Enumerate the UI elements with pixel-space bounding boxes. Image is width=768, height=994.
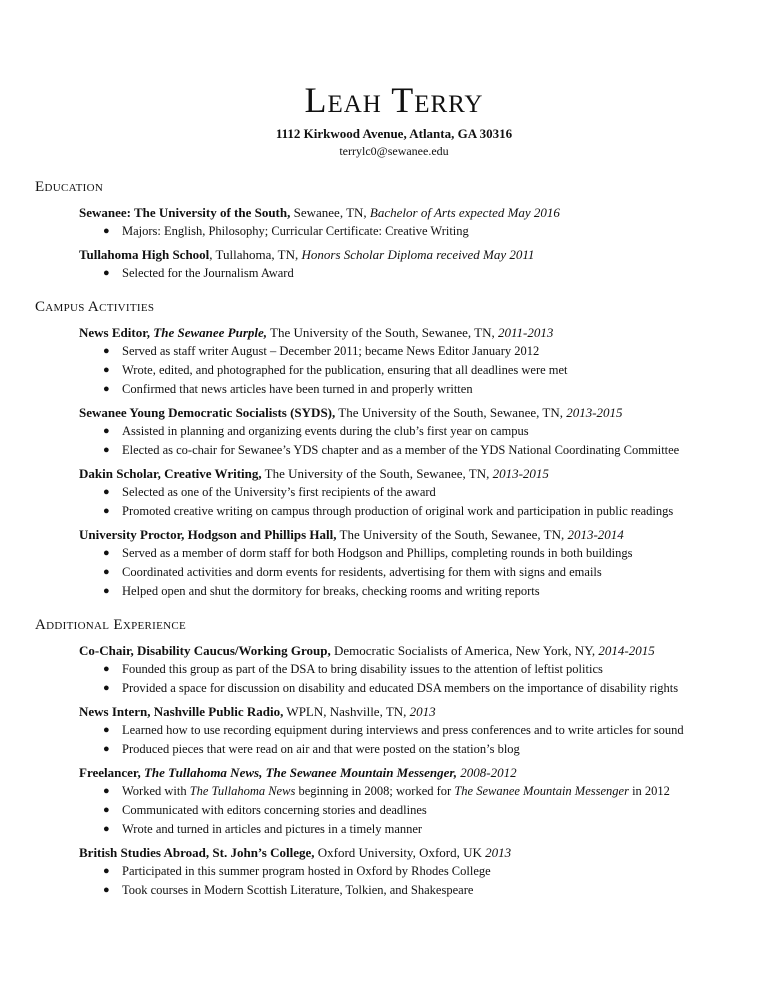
list-item: ● Helped open and shut the dormitory for breaks, checking rooms and writing reports xyxy=(103,582,735,601)
organization-location: The University of the South, Sewanee, TN, xyxy=(267,325,498,340)
entry-heading xyxy=(79,642,735,660)
list-item: ● Founded this group as part of the DSA to bring disability issues to the attention of leftist politics xyxy=(103,660,735,679)
role-title: Co-Chair, Disability Caucus/Working Group, xyxy=(79,643,331,658)
list-item: ● Wrote, edited, and photographed for the publication, ensuring that all deadlines were met xyxy=(103,361,735,380)
bullet-list xyxy=(79,264,735,283)
entry-heading xyxy=(79,526,735,544)
role-title: Dakin Scholar, Creative Writing, xyxy=(79,466,262,481)
bullet-icon: ● xyxy=(103,444,110,456)
role-title: British Studies Abroad, St. John’s College, xyxy=(79,845,315,860)
date-range: 2013-2014 xyxy=(567,527,624,542)
date-range: 2013-2015 xyxy=(566,405,623,420)
bullet-icon: ● xyxy=(103,383,110,395)
list-item: ● Took courses in Modern Scottish Literature, Tolkien, and Shakespeare xyxy=(103,881,735,900)
list-item: ● Learned how to use recording equipment during interviews and press conferences and to write articles for sound xyxy=(103,721,735,740)
list-item: ● Coordinated activities and dorm events for residents, advertising for them with signs and emails xyxy=(103,563,735,582)
list-item: ● Confirmed that news articles have been turned in and properly written xyxy=(103,380,735,399)
bullet-icon: ● xyxy=(103,724,110,736)
list-item: ● Worked with The Tullahoma News beginning in 2008; worked for The Sewanee Mountain Messenger in 2012 xyxy=(103,782,735,801)
list-item: ● Participated in this summer program hosted in Oxford by Rhodes College xyxy=(103,862,735,881)
entry-heading xyxy=(79,844,735,862)
date-range: 2014-2015 xyxy=(598,643,655,658)
publication-name: The Sewanee Mountain Messenger xyxy=(454,784,629,798)
role-title: Freelancer, xyxy=(79,765,144,780)
list-item: ● Elected as co-chair for Sewanee’s YDS chapter and as a member of the YDS National Coordinating Committee xyxy=(103,441,735,460)
date-range: 2013 xyxy=(409,704,436,719)
section-title-additional-experience: Additional Experience xyxy=(35,617,187,633)
entry-heading xyxy=(79,404,735,422)
list-item: ● Served as staff writer August – December 2011; became News Editor January 2012 xyxy=(103,342,735,361)
list-item: ● Selected for the Journalism Award xyxy=(103,264,735,283)
entry-heading xyxy=(79,246,735,264)
list-item: ● Promoted creative writing on campus through production of original work and participation in public readings xyxy=(103,502,735,521)
organization-location: The University of the South, Sewanee, TN, xyxy=(336,527,568,542)
bullet-icon: ● xyxy=(103,225,110,237)
organization-location: Democratic Socialists of America, New York, NY, xyxy=(330,643,599,658)
bullet-icon: ● xyxy=(103,823,110,835)
bullet-list xyxy=(79,862,735,900)
entry-heading xyxy=(79,324,735,342)
bullet-icon: ● xyxy=(103,364,110,376)
bullet-icon: ● xyxy=(103,267,110,279)
section-title-education: Education xyxy=(35,179,104,195)
degree-detail: Bachelor of Arts expected May 2016 xyxy=(369,205,560,220)
entry-heading xyxy=(79,465,735,483)
bullet-icon: ● xyxy=(103,486,110,498)
bullet-icon: ● xyxy=(103,663,110,675)
bullet-icon: ● xyxy=(103,585,110,597)
institution-location: Sewanee, TN, xyxy=(290,205,370,220)
candidate-name: Leah Terry xyxy=(304,80,484,120)
institution-location: , Tullahoma, TN, xyxy=(209,247,302,262)
list-item: ● Majors: English, Philosophy; Curricular Certificate: Creative Writing xyxy=(103,222,735,241)
list-item: ● Communicated with editors concerning stories and deadlines xyxy=(103,801,735,820)
bullet-icon: ● xyxy=(103,865,110,877)
date-range: 2011-2013 xyxy=(497,325,554,340)
bullet-icon: ● xyxy=(103,884,110,896)
bullet-list xyxy=(79,342,735,399)
bullet-list xyxy=(79,660,735,698)
experience-entry xyxy=(79,764,735,839)
education-entry xyxy=(79,246,735,283)
date-range: 2008-2012 xyxy=(460,765,517,780)
role-title: News Intern, Nashville Public Radio, xyxy=(79,704,284,719)
organization-location: The University of the South, Sewanee, TN, xyxy=(335,405,567,420)
bullet-list xyxy=(79,544,735,601)
bullet-icon: ● xyxy=(103,566,110,578)
bullet-list xyxy=(79,483,735,521)
list-item: ● Provided a space for discussion on disability and educated DSA members on the importance of disability rights xyxy=(103,679,735,698)
bullet-list xyxy=(79,222,735,241)
section-title-campus-activities: Campus Activities xyxy=(35,299,155,315)
list-item: ● Wrote and turned in articles and pictures in a timely manner xyxy=(103,820,735,839)
experience-entry xyxy=(79,642,735,698)
organization-location: The University of the South, Sewanee, TN, xyxy=(261,466,493,481)
date-range: 2013 xyxy=(485,845,512,860)
publication-name: The Sewanee Purple, xyxy=(153,325,268,340)
publication-name: The Tullahoma News xyxy=(189,784,296,798)
bullet-list xyxy=(79,422,735,460)
experience-entry xyxy=(79,844,735,900)
bullet-icon: ● xyxy=(103,547,110,559)
bullet-icon: ● xyxy=(103,785,110,797)
entry-heading xyxy=(79,204,735,222)
education-entry xyxy=(79,204,735,241)
list-item: ● Served as a member of dorm staff for both Hodgson and Phillips, completing rounds in both buildings xyxy=(103,544,735,563)
experience-entry xyxy=(79,703,735,759)
email-address: terrylc0@sewanee.edu xyxy=(339,144,449,158)
organization-location: Oxford University, Oxford, UK xyxy=(314,845,486,860)
activity-entry xyxy=(79,404,735,460)
entry-heading xyxy=(79,764,735,782)
bullet-list xyxy=(79,782,735,839)
resume-body xyxy=(35,178,735,905)
bullet-icon: ● xyxy=(103,505,110,517)
bullet-icon: ● xyxy=(103,425,110,437)
bullet-icon: ● xyxy=(103,682,110,694)
date-range: 2013-2015 xyxy=(492,466,549,481)
bullet-icon: ● xyxy=(103,804,110,816)
institution-name: Tullahoma High School xyxy=(79,247,210,262)
activity-entry xyxy=(79,465,735,521)
publication-name: The Tullahoma News, The Sewanee Mountain Messenger, xyxy=(143,765,457,780)
list-item: ● Produced pieces that were read on air and that were posted on the station’s blog xyxy=(103,740,735,759)
resume-header xyxy=(0,78,768,159)
role-title: University Proctor, Hodgson and Phillips Hall, xyxy=(79,527,337,542)
bullet-icon: ● xyxy=(103,345,110,357)
list-item: ● Assisted in planning and organizing events during the club’s first year on campus xyxy=(103,422,735,441)
bullet-icon: ● xyxy=(103,743,110,755)
activity-entry xyxy=(79,324,735,399)
organization-location: WPLN, Nashville, TN, xyxy=(283,704,410,719)
list-item: ● Selected as one of the University’s first recipients of the award xyxy=(103,483,735,502)
address-line: 1112 Kirkwood Avenue, Atlanta, GA 30316 xyxy=(275,126,513,141)
role-title: Sewanee Young Democratic Socialists (SYDS), xyxy=(79,405,336,420)
role-title: News Editor, xyxy=(79,325,154,340)
institution-name: Sewanee: The University of the South, xyxy=(79,205,291,220)
bullet-list xyxy=(79,721,735,759)
entry-heading xyxy=(79,703,735,721)
degree-detail: Honors Scholar Diploma received May 2011 xyxy=(301,247,535,262)
activity-entry xyxy=(79,526,735,601)
